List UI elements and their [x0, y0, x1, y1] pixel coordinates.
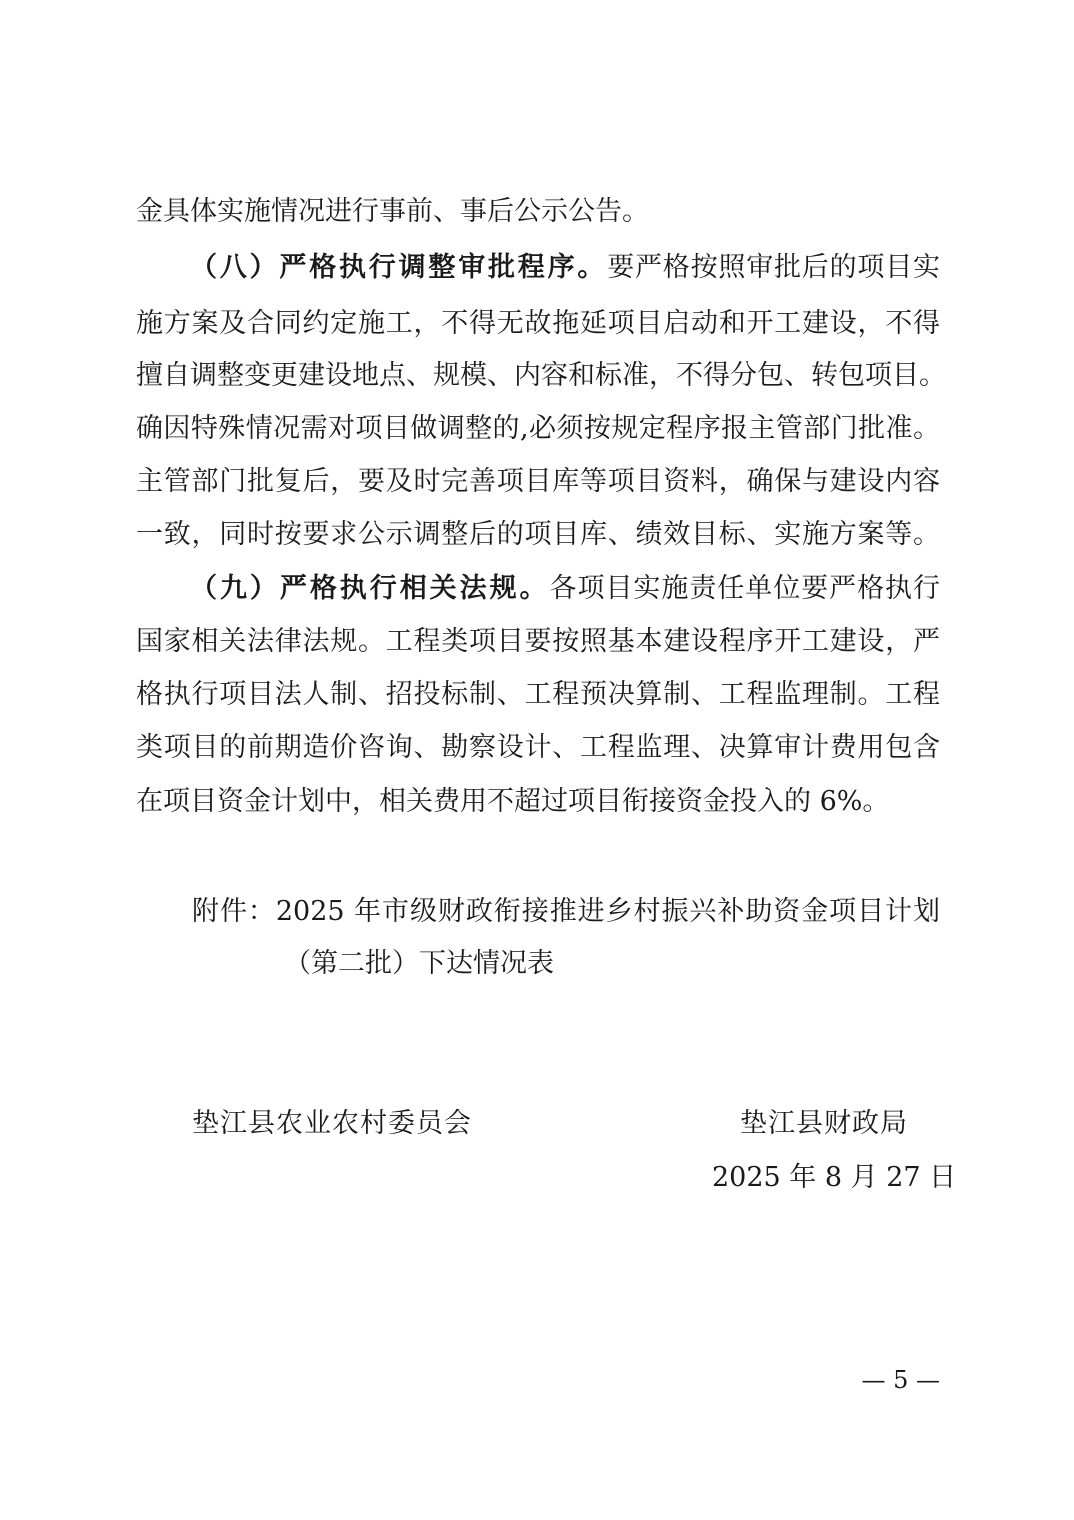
- paragraph-8-line-5: 主管部门批复后，要及时完善项目库等项目资料，确保与建设内容: [136, 466, 940, 497]
- paragraph-9-heading: （九）严格执行相关法规。: [190, 573, 550, 604]
- paragraph-8-line-4: 确因特殊情况需对项目做调整的,必须按规定程序报主管部门批准。: [136, 413, 940, 444]
- signature-date: 2025 年 8 月 27 日: [712, 1162, 957, 1193]
- paragraph-8-line-3: 擅自调整变更建设地点、规模、内容和标准，不得分包、转包项目。: [136, 360, 946, 391]
- paragraph-9-line-4: 类项目的前期造价咨询、勘察设计、工程监理、决算审计费用包含: [136, 732, 940, 763]
- paragraph-8-line-1: [190, 242, 940, 294]
- signature-org-finance: 垫江县财政局: [740, 1108, 908, 1139]
- body-line-1: 金具体实施情况进行事前、事后公示公告。: [136, 196, 649, 227]
- page-number: — 5 —: [861, 1366, 940, 1394]
- paragraph-9-line-5: 在项目资金计划中，相关费用不超过项目衔接资金投入的 6%。: [136, 786, 890, 817]
- paragraph-9-line-2: 国家相关法律法规。工程类项目要按照基本建设程序开工建设，严: [136, 626, 940, 657]
- paragraph-8-line-1-text: 要严格按照审批后的项目实: [607, 252, 941, 283]
- paragraph-8-line-2: 施方案及合同约定施工，不得无故拖延项目启动和开工建设，不得: [136, 308, 940, 339]
- paragraph-8-line-6: 一致，同时按要求公示调整后的项目库、绩效目标、实施方案等。: [136, 519, 940, 550]
- paragraph-8-heading: （八）严格执行调整审批程序。: [190, 252, 608, 283]
- attachment-line-2: （第二批）下达情况表: [284, 948, 554, 979]
- paragraph-9-line-1: [190, 563, 940, 615]
- paragraph-9-line-1-text: 各项目实施责任单位要严格执行: [549, 573, 941, 604]
- attachment-line-1: 附件：2025 年市级财政衔接推进乡村振兴补助资金项目计划: [192, 896, 940, 927]
- signature-org-agriculture: 垫江县农业农村委员会: [192, 1108, 472, 1139]
- paragraph-9-line-3: 格执行项目法人制、招投标制、工程预决算制、工程监理制。工程: [136, 679, 940, 710]
